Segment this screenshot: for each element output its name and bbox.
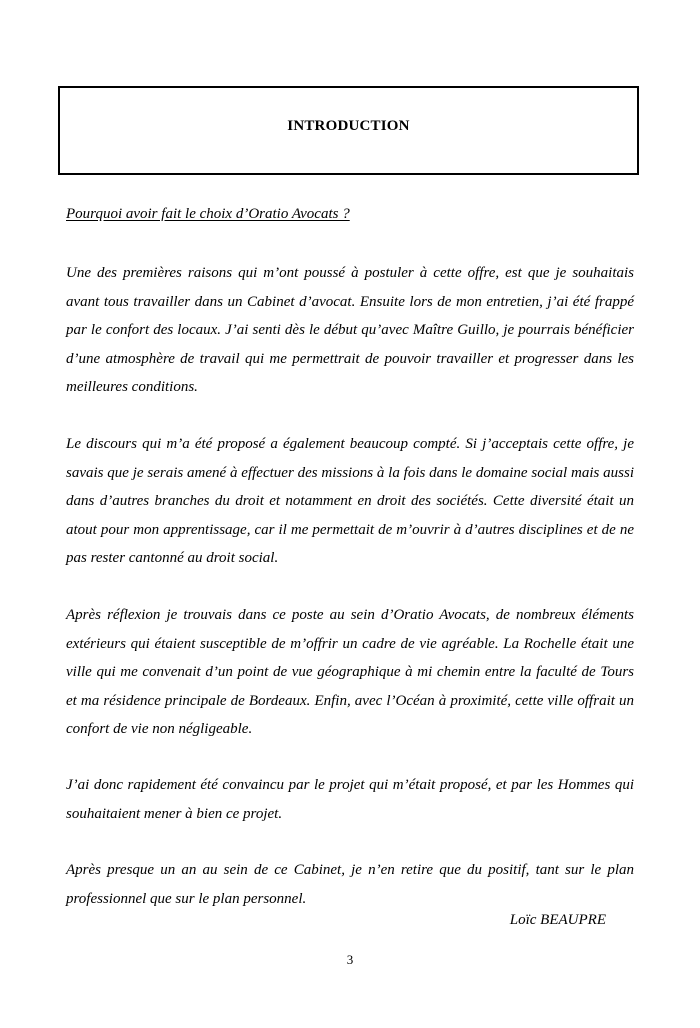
paragraph-3: Après réflexion je trouvais dans ce poste au sein d’Oratio Avocats, de nombreux éléments extérieurs qui étaient susceptible de m’offrir un cadre de vie agréable. La Rochelle était une ville qui me convenait d’un point de vue géographique à mi chemin entre la faculté de Tours et ma résidence principale de Bordeaux. Enfin, avec l’Océan à proximité, cette ville offrait un confort de vie non négligeable. (66, 607, 634, 737)
page-number: 3 (346, 952, 354, 967)
paragraph-5: Après presque un an au sein de ce Cabinet, je n’en retire que du positif, tant sur le plan professionnel que sur le plan personnel. (66, 862, 634, 907)
title-box (58, 86, 639, 175)
paragraph-2: Le discours qui m’a été proposé a également beaucoup compté. Si j’acceptais cette offre, je savais que je serais amené à effectuer des missions à la fois dans le domaine social mais aussi dans d’autres branches du droit et notamment en droit des sociétés. Cette diversité était un atout pour mon apprentissage, car il me permettait de m’ouvrir à d’autres disciplines et de ne pas rester cantonné au droit social. (66, 436, 634, 566)
signature: Loïc BEAUPRE (509, 912, 606, 928)
paragraph-1: Une des premières raisons qui m’ont poussé à postuler à cette offre, est que je souhaitais avant tous travailler dans un Cabinet d’avocat. Ensuite lors de mon entretien, j’ai été frappé par le confort des locaux. J’ai senti dès le début qu’avec Maître Guillo, je pourrais bénéficier d’une atmosphère de travail qui me permettrait de pouvoir travailler et progresser dans les meilleures conditions. (66, 265, 634, 395)
page-title: INTRODUCTION (287, 118, 410, 134)
paragraph-4: J’ai donc rapidement été convaincu par le projet qui m’était proposé, et par les Hommes qui souhaitaient mener à bien ce projet. (66, 777, 634, 822)
section-heading: Pourquoi avoir fait le choix d’Oratio Avocats ? (66, 206, 350, 222)
